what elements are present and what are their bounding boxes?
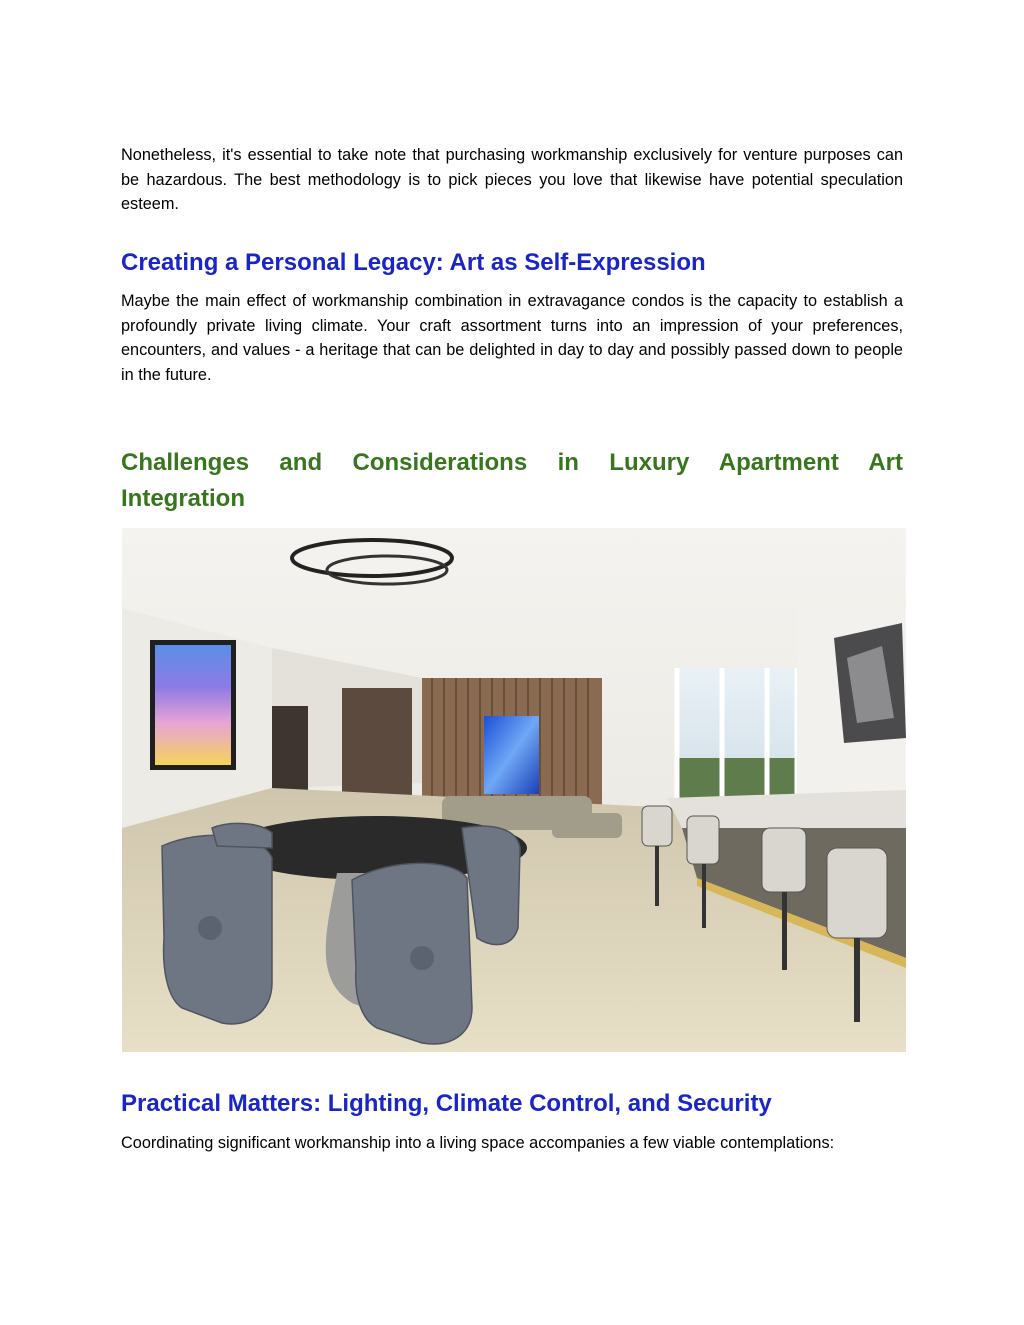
challenges-heading-line1: Challenges and Considerations in Luxury Apartment Art	[121, 449, 903, 476]
apartment-interior-photo	[122, 528, 906, 1052]
challenges-heading-line2: Integration	[121, 485, 245, 512]
intro-paragraph: Nonetheless, it's essential to take note that purchasing workmanship exclusively for venture purposes can be hazardous. The best methodology is to pick pieces you love that likewise have potential speculation esteem.	[121, 146, 903, 213]
practical-paragraph: Coordinating significant workmanship into a living space accompanies a few viable contemplations:	[121, 1134, 835, 1152]
challenges-heading	[121, 445, 903, 517]
legacy-paragraph: Maybe the main effect of workmanship combination in extravagance condos is the capacity to establish a profoundly private living climate. Your craft assortment turns into an impression of your preferences, encounters, and values - a heritage that can be delighted in day to day and possibly passed down to people in the future.	[121, 292, 903, 384]
practical-heading: Practical Matters: Lighting, Climate Control, and Security	[121, 1090, 772, 1117]
legacy-heading: Creating a Personal Legacy: Art as Self-Expression	[121, 249, 706, 276]
